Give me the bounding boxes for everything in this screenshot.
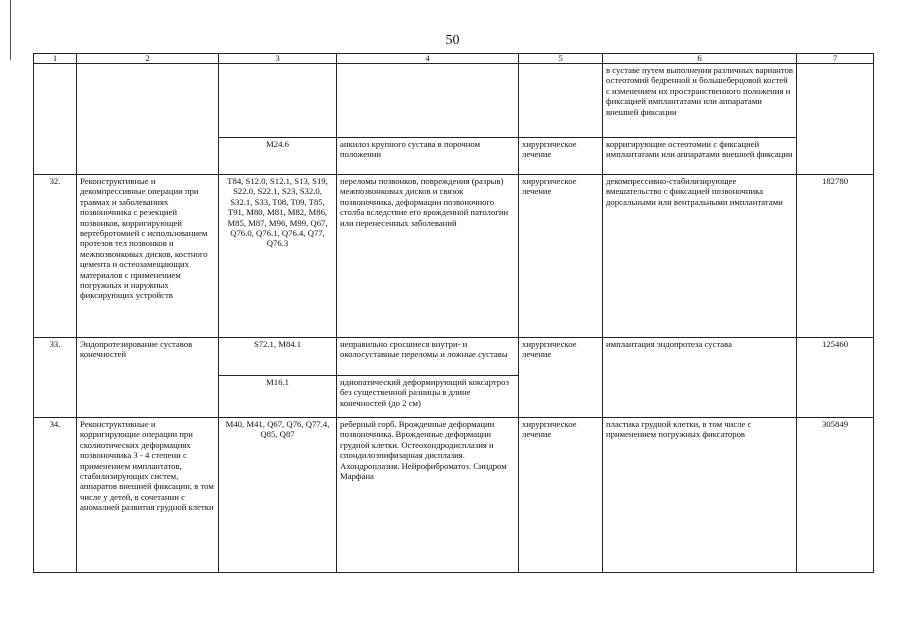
cost-cell: 125460 — [797, 338, 874, 418]
table-row — [34, 64, 874, 138]
cost-cell — [797, 64, 874, 175]
method-cell: в суставе путем выполнения различных вариантов остеотомий бедренной и большеберцовой костей с изменением их пространственного положения и фиксацией имплантатами или аппаратами внешней фиксации — [603, 64, 797, 138]
method-cell: декомпрессивно-стабилизирующее вмешательство с фиксацией позвоночника дорсальными или вентральными имплантатами — [603, 175, 797, 338]
number-cell: 34. — [34, 418, 77, 573]
cost-cell: 305849 — [797, 418, 874, 573]
name-cell: Эндопротезирование суставов конечностей — [77, 338, 219, 418]
column-numbers-row — [34, 54, 874, 64]
page-number: 50 — [445, 33, 460, 48]
codes-cell: M16.1 — [219, 376, 337, 418]
codes-cell: M40, M41, Q67, Q76, Q77.4, Q85, Q87 — [219, 418, 337, 573]
number-cell: 32. — [34, 175, 77, 338]
number-cell — [34, 64, 77, 175]
column-number: 5 — [519, 54, 603, 64]
column-number: 3 — [219, 54, 337, 64]
method-cell: пластика грудной клетки, в том числе с применением погружных фиксаторов — [603, 418, 797, 573]
treatment-cell: хирургическое лечение — [519, 138, 603, 175]
method-cell: имплантация эндопротеза сустава — [603, 338, 797, 418]
name-cell — [77, 64, 219, 175]
model-cell: неправильно сросшиеся внутри- и околосуставные переломы и ложные суставы — [337, 338, 519, 376]
method-cell: корригирующие остеотомии с фиксацией имплантатами или аппаратами внешней фиксации — [603, 138, 797, 175]
column-number: 4 — [337, 54, 519, 64]
model-cell: идиопатический деформирующий коксартроз без существенной разницы в длине конечностей (до 2 см) — [337, 376, 519, 418]
column-number: 7 — [797, 54, 874, 64]
table-row — [34, 418, 874, 573]
model-cell: анкилоз крупного сустава в порочном положении — [337, 138, 519, 175]
name-cell: Реконструктивные и корригирующие операции при сколиотических деформациях позвоночника 3 - 4 степени с применением имплантатов, стабилизирующих систем, аппаратов внешней фиксации, в том числе у детей, в сочетании с аномалией развития грудной клетки — [77, 418, 219, 573]
treatment-cell: хирургическое лечение — [519, 418, 603, 573]
model-cell: реберный горб. Врожденные деформации позвоночника. Врожденные деформации грудной клетки. Остеохондродисплазия и спондилоэпифизарная дисплазия. Ахондроплазия. Нейрофиброматоз. Синдром Марфана — [337, 418, 519, 573]
codes-cell — [219, 64, 337, 138]
margin-line — [10, 0, 11, 60]
name-cell: Реконструктивные и декомпрессивные операции при травмах и заболеваниях позвоночника с резекцией позвонков, корригирующей вертебротомией с использованием протезов тел позвонков и межпозвонковых дисков, костного цемента и остеозамещающих материалов с применением погружных и наружных фиксирующих устройств — [77, 175, 219, 338]
treatment-cell — [519, 64, 603, 138]
column-number: 2 — [77, 54, 219, 64]
column-number: 1 — [34, 54, 77, 64]
codes-cell: M24.6 — [219, 138, 337, 175]
model-cell: переломы позвонков, повреждения (разрыв) межпозвонковых дисков и связок позвоночника, деформации позвоночного столба вследствие его врожденной патологии или перенесенных заболеваний — [337, 175, 519, 338]
model-cell — [337, 64, 519, 138]
number-cell: 33. — [34, 338, 77, 418]
treatment-cell: хирургическое лечение — [519, 338, 603, 418]
table-row — [34, 175, 874, 338]
table-row — [34, 338, 874, 376]
cost-cell: 182780 — [797, 175, 874, 338]
treatment-cell: хирургическое лечение — [519, 175, 603, 338]
codes-cell: T84, S12.0, S12.1, S13, S19, S22.0, S22.1, S23, S32.0, S32.1, S33, T08, T09, T85, T91, M80, M81, M82, M86, M85, M87, M96, M99, Q67, Q76.0, Q76.1, Q76.4, Q77, Q76.3 — [219, 175, 337, 338]
column-number: 6 — [603, 54, 797, 64]
codes-cell: S72.1, M84.1 — [219, 338, 337, 376]
procedures-table — [33, 53, 874, 573]
